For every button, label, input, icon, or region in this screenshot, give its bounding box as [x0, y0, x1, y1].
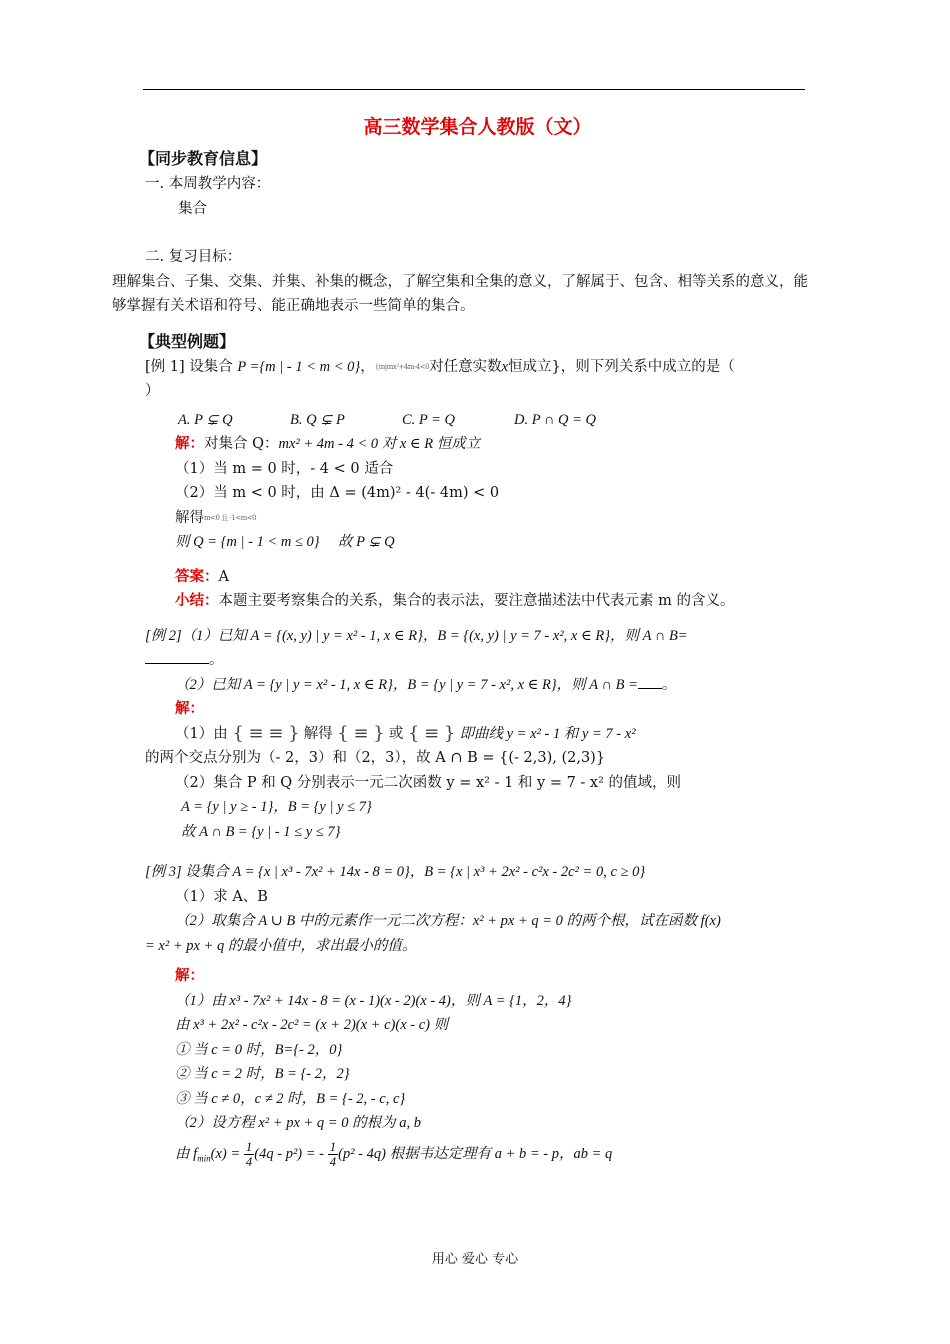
ex1-tail: 对任意实数: [429, 358, 502, 375]
ex2-system-brace-2: { ≡ }: [337, 722, 385, 744]
ex1-option-d: D. P ∩ Q = Q: [514, 411, 597, 428]
document-body: [112, 112, 810, 1169]
ex3-frac-1-den: 4: [245, 1153, 253, 1169]
ex2-s1a: （1）由: [175, 725, 228, 742]
info-item2-content: 理解集合、子集、交集、并集、补集的概念，了解空集和全集的意义，了解属于、包含、相等关系的意义，能够掌握有关术语和符号、能正确地表示一些简单的集合。: [112, 273, 808, 314]
ex3-q2b: = x² + px + q 的最小值中，求出最小的值。: [145, 937, 417, 954]
ex3-s4d: (p² - 4q) 根据韦达定理有 a + b = - p，ab = q: [338, 1145, 613, 1162]
section-header-info: 【同步教育信息】: [139, 149, 268, 168]
ex3-s4: [145, 1140, 810, 1169]
ex3-frac-1-num: 1: [245, 1138, 253, 1154]
ex1-summary: [145, 589, 810, 614]
ex2-s2c: 故 A ∩ B = {y | - 1 ≤ y ≤ 7}: [181, 823, 341, 840]
info-item1-label: 一. 本周教学内容：: [145, 176, 271, 192]
ex3-case2: ② 当 c = 2 时，B = {- 2，2}: [175, 1066, 350, 1082]
ex3-s4-sub: min: [197, 1153, 211, 1164]
ex2-q2: [145, 673, 810, 698]
ex1-case2: （2）当 m < 0 时，由 Δ = (4m)² - 4(- 4m) < 0: [175, 485, 500, 501]
ex3-frac-2: [328, 1140, 339, 1169]
ex1-solve-label: 解得: [175, 509, 204, 526]
ex3-s4a: 由 f: [175, 1145, 198, 1162]
ex1-summary-label: 小结：: [175, 592, 219, 609]
ex3-s4b: (x) =: [210, 1145, 241, 1162]
ex3-question: [例 3] 设集合 A = {x | x³ - 7x² + 14x - 8 = 0}，B = {x | x³ + 2x² - c²x - 2c² = 0, c ≥ 0}: [145, 864, 646, 880]
ex2-q1-blank: [145, 649, 209, 664]
ex1-close: ）: [145, 383, 160, 399]
ex2-s2b: A = {y | y ≥ - 1}，B = {y | y ≤ 7}: [181, 799, 372, 815]
document-title: 高三数学集合人教版（文）: [363, 116, 592, 138]
ex1-answer-value: A: [218, 568, 229, 585]
ex2-q2-text: （2）已知 A = {y | y = x² - 1, x ∈ R}，B = {y | y = 7 - x², x ∈ R}，则 A ∩ B =: [175, 676, 638, 693]
ex2-solution-label: 解：: [175, 700, 204, 717]
ex1-garbled-formula: {m|mx²+4m-4<0: [374, 362, 430, 371]
ex3-case3: ③ 当 c ≠ 0，c ≠ 2 时，B = {- 2, - c, c}: [175, 1090, 406, 1107]
ex1-option-c: C. P = Q: [402, 411, 456, 428]
ex3-q2a: （2）取集合 A ∪ B 中的元素作一元二次方程：x² + px + q = 0 的两个根，试在函数 f(x): [175, 913, 721, 929]
ex1-solution-text: 对集合 Q：: [204, 436, 279, 452]
ex3-s3: （2）设方程 x² + px + q = 0 的根为 a, b: [175, 1115, 421, 1131]
ex2-system-brace-1: { ≡ ≡ }: [232, 722, 300, 744]
ex1-option-a: A. P ⊊ Q: [178, 411, 233, 428]
info-item1-content: 集合: [178, 200, 207, 217]
ex1-set-p: P ={m | - 1 < m < 0}: [237, 358, 361, 375]
ex1-case1: （1）当 m = 0 时，- 4 < 0 适合: [175, 460, 394, 477]
ex1-solve: [145, 506, 810, 531]
ex2-s2a: （2）集合 P 和 Q 分别表示一元二次函数 y = x² - 1 和 y = 7 - x² 的值域，则: [175, 774, 682, 791]
ex3-frac-2-den: 4: [329, 1153, 337, 1169]
ex1-solution: [145, 432, 810, 457]
ex3-frac-2-num: 1: [329, 1138, 337, 1154]
ex1-question: [例 1] 设集合 P ={m | - 1 < m < 0}，$^{\{m|mx^2+4m-4<0}$对任意实数x恒成立}，则下列关系中成立的是（: [145, 358, 735, 375]
ex2-s1c: 或: [388, 725, 404, 742]
page-footer: 用心 爱心 专心: [431, 1252, 519, 1267]
ex1-solve-garbled: m<0 且 -1<m<0: [204, 513, 257, 522]
ex1-solution-label: 解：: [175, 435, 204, 452]
ex1-then: [145, 530, 810, 555]
ex1-therefore: 故 P ⊊ Q: [338, 534, 395, 550]
info-item2-label: 二. 复习目标：: [145, 249, 242, 265]
ex1-answer-label: 答案：: [175, 567, 219, 585]
section-header-examples: 【典型例题】: [139, 331, 236, 351]
ex1-tail2: 恒成立}，则下列关系中成立的是（: [508, 358, 735, 375]
ex3-frac-1: [244, 1140, 255, 1169]
ex1-answer: [145, 565, 810, 590]
ex1-option-b: B. Q ⊊ P: [290, 411, 345, 428]
ex2-q1-blank-line: [145, 648, 810, 673]
ex2-s1e: 的两个交点分别为（- 2，3）和（2，3），故 A ∩ B = {(- 2,3), (2,3)}: [145, 750, 606, 766]
ex3-s2: 由 x³ + 2x² - c²x - 2c² = (x + 2)(x + c)(x - c) 则: [175, 1017, 449, 1033]
ex1-then-text: 则 Q = {m | - 1 < m ≤ 0}: [175, 534, 320, 550]
ex3-s4c: (4q - p²) = -: [254, 1145, 324, 1162]
ex1-label: [例 1] 设集合: [145, 358, 233, 375]
ex3-solution-label: 解：: [175, 967, 204, 984]
ex2-s1b: 解得: [303, 725, 333, 742]
top-rule: [143, 89, 805, 90]
ex2-q1-text: [例 2]（1）已知 A = {(x, y) | y = x² - 1, x ∈ R}，B = {(x, y) | y = 7 - x², x ∈ R}，则 A ∩ B=: [145, 627, 688, 644]
ex1-options: [145, 408, 810, 433]
ex2-s1: [145, 722, 810, 747]
ex2-q2-end: 。: [661, 676, 677, 693]
ex3-case1: ① 当 c = 0 时，B={- 2，0}: [175, 1041, 343, 1058]
ex3-s1: （1）由 x³ - 7x² + 14x - 8 = (x - 1)(x - 2)(x - 4)，则 A = {1，2，4}: [175, 992, 572, 1009]
ex3-q1: （1）求 A、B: [175, 888, 268, 905]
ex2-q2-blank: [638, 674, 662, 689]
ex1-solution-expr: mx² + 4m - 4 < 0 对 x ∈ R 恒成立: [278, 436, 481, 452]
ex2-q1-end: 。: [209, 652, 224, 668]
ex2-s1d: 即曲线 y = x² - 1 和 y = 7 - x²: [459, 725, 636, 742]
ex2-q1: [145, 624, 810, 649]
ex2-system-brace-3: { ≡ }: [407, 722, 455, 744]
ex1-summary-text: 本题主要考察集合的关系，集合的表示法，要注意描述法中代表元素 m 的含义。: [218, 593, 735, 609]
